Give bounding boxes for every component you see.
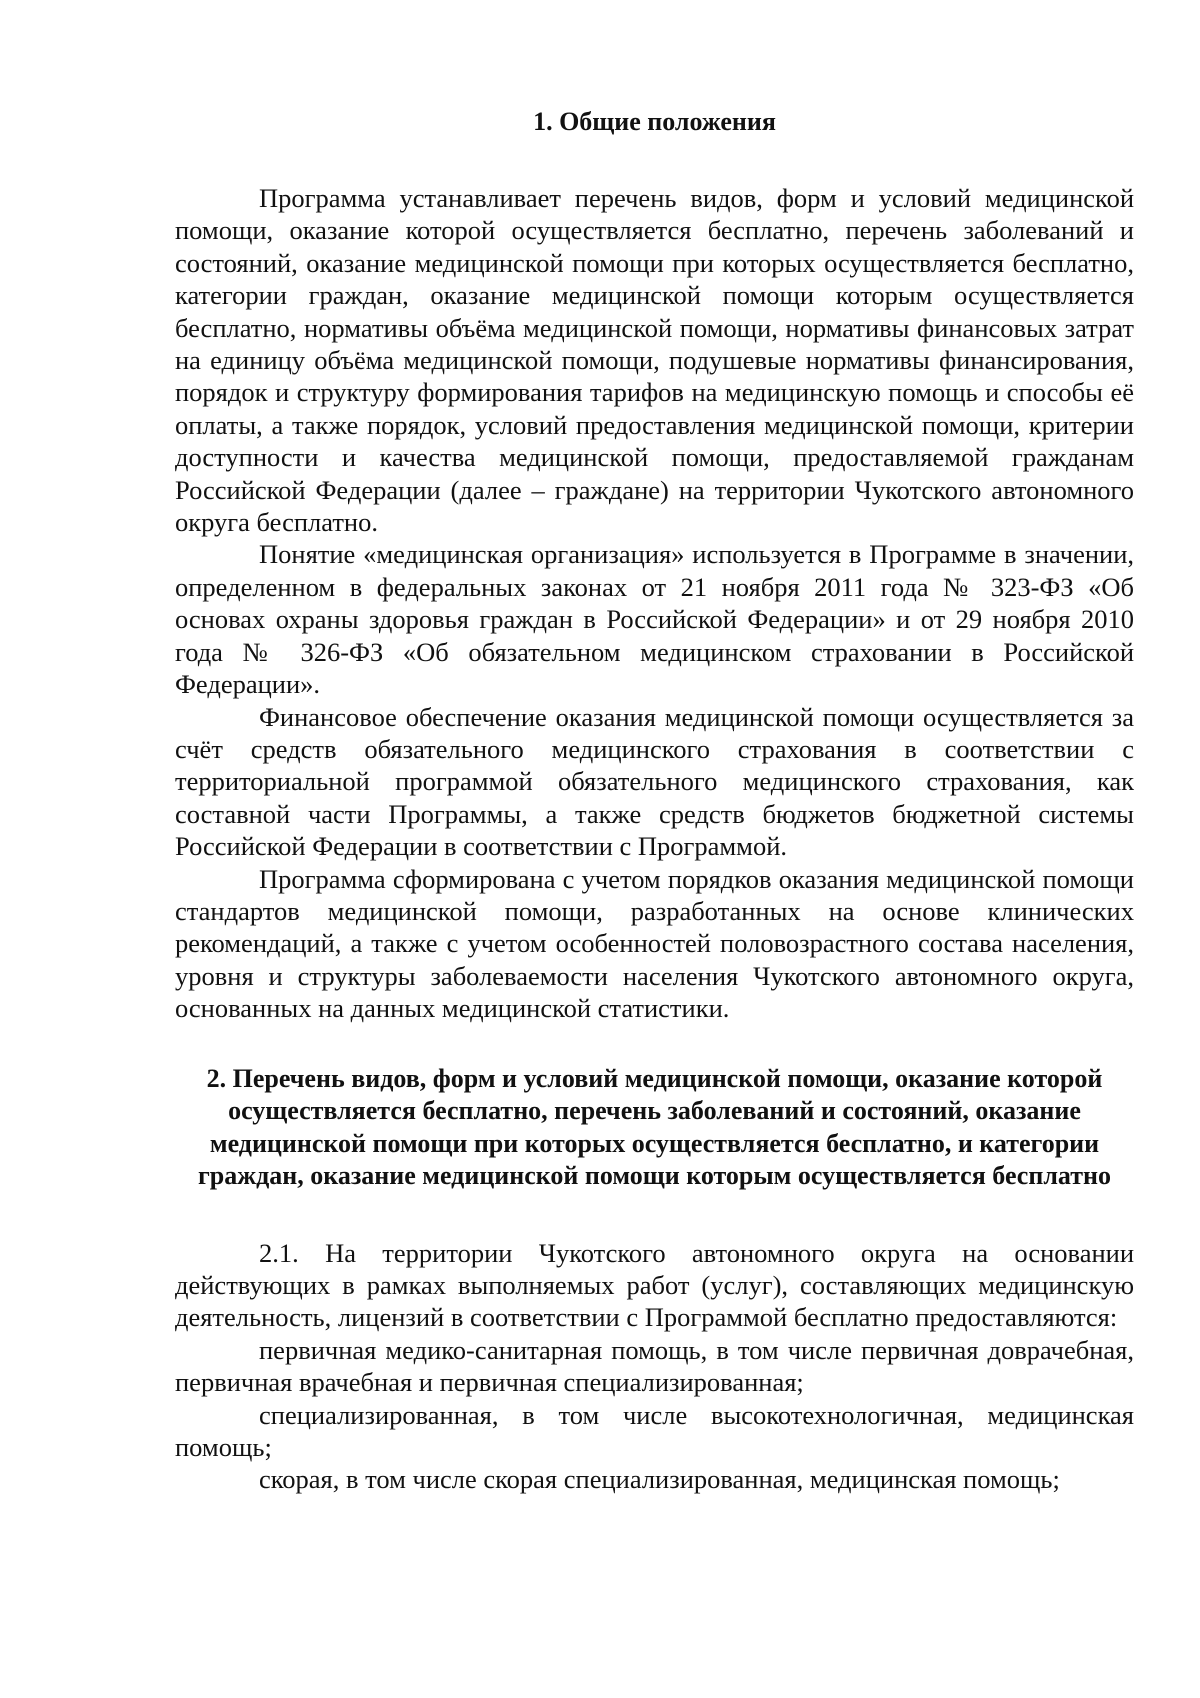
section-1-title: 1. Общие положения bbox=[533, 107, 776, 136]
section-2-paragraph-1: 2.1. На территории Чукотского автономного округа на основании действующих в рамках выполняемых работ (услуг), составляющих медицинскую деятельность, лицензий в соответствии с Программой бесплатно предоставляются: bbox=[175, 1237, 1134, 1333]
section-2-paragraph-2: первичная медико-санитарная помощь, в том числе первичная доврачебная, первичная врачебная и первичная специализированная; bbox=[175, 1334, 1134, 1398]
section-2-paragraph-3: специализированная, в том числе высокотехнологичная, медицинская помощь; bbox=[175, 1399, 1134, 1462]
section-1-paragraph-4: Программа сформирована с учетом порядков оказания медицинской помощи стандартов медицинской помощи, разработанных на основе клинических рекомендаций, а также с учетом особенностей половозрастного состава населения, уровня и структуры заболеваемости населения Чукотского автономного округа, основанных на данных медицинской статистики. bbox=[175, 863, 1134, 1024]
section-2-title: 2. Перечень видов, форм и условий медицинской помощи, оказание которой осуществляется бесплатно, перечень заболеваний и состояний, оказание медицинской помощи при которых осуществляется бесплатно, и категории граждан, оказание медицинской помощи которым осуществляется бесплатно bbox=[197, 1063, 1111, 1191]
section-1-paragraph-1: Программа устанавливает перечень видов, форм и условий медицинской помощи, оказание которой осуществляется бесплатно, перечень заболеваний и состояний, оказание медицинской помощи при которых осуществляется бесплатно, категории граждан, оказание медицинской помощи которым осуществляется бесплатно, нормативы объёма медицинской помощи, нормативы финансовых затрат на единицу объёма медицинской помощи, подушевые нормативы финансирования, порядок и структуру формирования тарифов на медицинскую помощь и способы её оплаты, а также порядок, условий предоставления медицинской помощи, критерии доступности и качества медицинской помощи, предоставляемой гражданам Российской Федерации (далее – граждане) на территории Чукотского автономного округа бесплатно. bbox=[175, 183, 1134, 538]
section-1-paragraph-3: Финансовое обеспечение оказания медицинской помощи осуществляется за счёт средств обязательного медицинского страхования в соответствии с территориальной программой обязательного медицинского страхования, как составной части Программы, а также средств бюджетов бюджетной системы Российской Федерации в соответствии с Программой. bbox=[175, 701, 1134, 862]
section-1-paragraph-2: Понятие «медицинская организация» используется в Программе в значении, определенном в федеральных законах от 21 ноября 2011 года № 323-ФЗ «Об основах охраны здоровья граждан в Российской Федерации» и от 29 ноября 2010 года № 326-ФЗ «Об обязательном медицинском страховании в Российской Федерации». bbox=[175, 539, 1134, 700]
section-2-paragraph-4: скорая, в том числе скорая специализированная, медицинская помощь; bbox=[259, 1464, 1060, 1495]
document-page bbox=[175, 106, 1134, 1496]
